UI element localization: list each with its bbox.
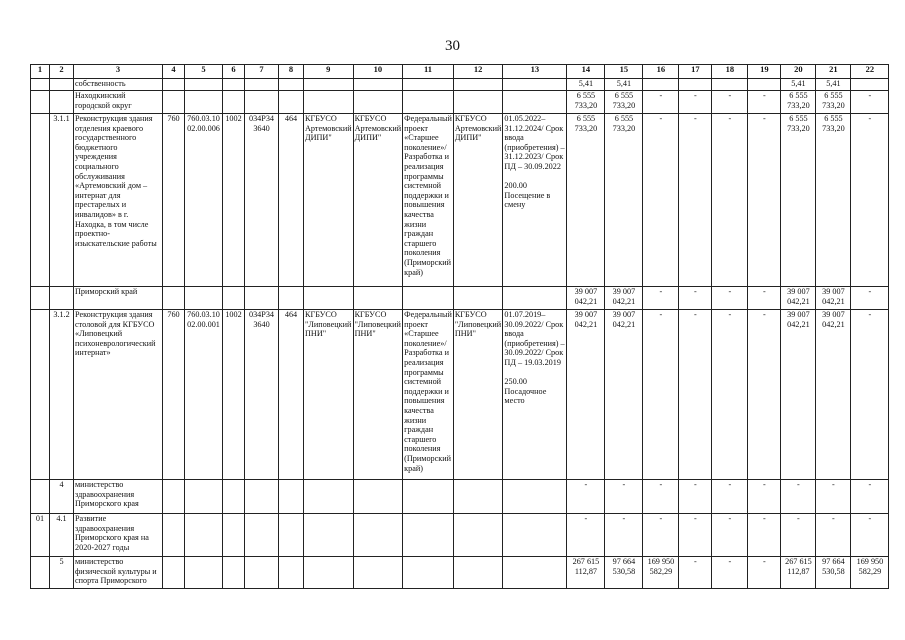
table-cell: 01.05.2022–31.12.2024/ Срок ввода (приобретения) – 31.12.2023/ Срок ПД – 30.09.2022 200.00 Посещение в смену xyxy=(503,114,567,287)
table-cell xyxy=(245,514,279,557)
table-cell: - xyxy=(748,287,781,310)
column-header: 9 xyxy=(304,65,354,79)
table-cell xyxy=(31,287,50,310)
table-cell xyxy=(245,287,279,310)
table-cell: - xyxy=(851,310,889,480)
table-cell: Реконструкция здания столовой для КГБУСО «Липовецкий психоневрологический интернат» xyxy=(74,310,163,480)
table-cell xyxy=(403,91,454,114)
table-cell xyxy=(279,91,304,114)
table-cell: - xyxy=(748,310,781,480)
table-cell: Развитие здравоохранения Приморского края на 2020-2027 годы xyxy=(74,514,163,557)
column-header: 6 xyxy=(223,65,245,79)
table-cell xyxy=(223,287,245,310)
column-header: 14 xyxy=(567,65,605,79)
table-cell xyxy=(304,79,354,91)
table-cell xyxy=(185,557,223,589)
table-cell: - xyxy=(712,480,748,514)
table-cell xyxy=(643,79,679,91)
table-cell xyxy=(185,514,223,557)
table-cell: Приморский край xyxy=(74,287,163,310)
column-header: 11 xyxy=(403,65,454,79)
table-cell: КГБУСО "Липовецкий ПНИ" xyxy=(304,310,354,480)
table-cell: КГБУСО Артемовский ДИПИ" xyxy=(453,114,503,287)
table-cell xyxy=(223,91,245,114)
table-cell: - xyxy=(643,114,679,287)
table-cell xyxy=(50,91,74,114)
column-header: 22 xyxy=(851,65,889,79)
table-row xyxy=(31,514,889,557)
table-cell xyxy=(163,557,185,589)
table-cell xyxy=(403,514,454,557)
table-cell: - xyxy=(851,287,889,310)
table-cell xyxy=(453,480,503,514)
column-header: 21 xyxy=(816,65,851,79)
table-cell xyxy=(279,514,304,557)
table-cell: - xyxy=(679,480,712,514)
column-header: 12 xyxy=(453,65,503,79)
table-cell xyxy=(163,287,185,310)
table-cell: - xyxy=(567,480,605,514)
column-header: 13 xyxy=(503,65,567,79)
table-cell: министерство здравоохранения Приморского края xyxy=(74,480,163,514)
table-cell xyxy=(185,287,223,310)
table-cell xyxy=(245,91,279,114)
table-cell: 39 007 042,21 xyxy=(816,287,851,310)
table-cell: - xyxy=(748,480,781,514)
table-cell: 39 007 042,21 xyxy=(781,287,816,310)
table-cell xyxy=(223,557,245,589)
table-cell xyxy=(304,514,354,557)
table-cell xyxy=(223,79,245,91)
table-cell xyxy=(304,287,354,310)
table-cell: - xyxy=(605,480,643,514)
table-cell: - xyxy=(748,91,781,114)
table-cell: 267 615 112,87 xyxy=(567,557,605,589)
table-cell: - xyxy=(712,514,748,557)
table-cell: - xyxy=(679,310,712,480)
table-cell: 5,41 xyxy=(781,79,816,91)
table-cell: 6 555 733,20 xyxy=(567,91,605,114)
table-cell: - xyxy=(851,480,889,514)
table-cell xyxy=(503,287,567,310)
table-cell: 1002 xyxy=(223,114,245,287)
table-cell xyxy=(31,480,50,514)
table-row xyxy=(31,79,889,91)
table-cell xyxy=(403,480,454,514)
table-cell xyxy=(403,79,454,91)
table-cell: 39 007 042,21 xyxy=(567,310,605,480)
table-cell: - xyxy=(748,114,781,287)
table-cell xyxy=(503,91,567,114)
table-cell: министерство физической культуры и спорта Приморского xyxy=(74,557,163,589)
page-number: 30 xyxy=(445,38,460,54)
table-cell: 464 xyxy=(279,114,304,287)
table-cell: - xyxy=(712,310,748,480)
table-cell: Федеральный проект «Старшее поколение»/Разработка и реализация программы системной поддержки и повышения качества жизни граждан старшего поколения (Приморский край) xyxy=(403,114,454,287)
table-cell: - xyxy=(679,287,712,310)
table-cell xyxy=(163,91,185,114)
table-cell: 01 xyxy=(31,514,50,557)
table-cell: Реконструкция здания отделения краевого государственного бюджетного учреждения социального обслуживания «Артемовский дом – интернат для престарелых и инвалидов» в г. Находка, в том числе проектно-изыскательские работы xyxy=(74,114,163,287)
table-cell xyxy=(353,480,403,514)
table-cell: - xyxy=(712,557,748,589)
table-cell: 169 950 582,29 xyxy=(643,557,679,589)
table-cell xyxy=(185,480,223,514)
table-cell xyxy=(50,79,74,91)
table-row xyxy=(31,557,889,589)
column-header: 5 xyxy=(185,65,223,79)
table-cell: КГБУСО "Липовецкий ПНИ" xyxy=(453,310,503,480)
table-cell: 97 664 530,58 xyxy=(816,557,851,589)
table-cell: 464 xyxy=(279,310,304,480)
column-header: 1 xyxy=(31,65,50,79)
table-cell: - xyxy=(643,287,679,310)
table-cell xyxy=(31,91,50,114)
table-cell xyxy=(353,557,403,589)
table-cell: 6 555 733,20 xyxy=(781,114,816,287)
table-cell xyxy=(50,287,74,310)
table-cell: - xyxy=(712,287,748,310)
column-header: 10 xyxy=(353,65,403,79)
table-cell xyxy=(31,557,50,589)
table-cell xyxy=(163,79,185,91)
table-cell: Федеральный проект «Старшее поколение»/Разработка и реализация программы системной поддержки и повышения качества жизни граждан старшего поколения (Приморский край) xyxy=(403,310,454,480)
table-cell: 6 555 733,20 xyxy=(605,114,643,287)
table-cell: - xyxy=(816,480,851,514)
table-cell: 39 007 042,21 xyxy=(781,310,816,480)
table-cell: 5 xyxy=(50,557,74,589)
column-header: 4 xyxy=(163,65,185,79)
column-header: 8 xyxy=(279,65,304,79)
table-cell: 39 007 042,21 xyxy=(816,310,851,480)
column-header: 17 xyxy=(679,65,712,79)
table-cell: - xyxy=(851,114,889,287)
table-cell: - xyxy=(781,480,816,514)
table-cell: 6 555 733,20 xyxy=(816,114,851,287)
table-cell: - xyxy=(567,514,605,557)
table-cell: - xyxy=(712,114,748,287)
table-cell xyxy=(279,79,304,91)
table-cell: - xyxy=(679,557,712,589)
table-cell xyxy=(712,79,748,91)
table-cell: - xyxy=(748,557,781,589)
table-cell xyxy=(304,480,354,514)
table-cell: 169 950 582,29 xyxy=(851,557,889,589)
table-cell: 97 664 530,58 xyxy=(605,557,643,589)
table-cell xyxy=(245,557,279,589)
column-header: 15 xyxy=(605,65,643,79)
table-cell xyxy=(31,79,50,91)
table-cell: 3.1.1 xyxy=(50,114,74,287)
table-cell: 760 xyxy=(163,310,185,480)
column-header: 2 xyxy=(50,65,74,79)
table-cell: 6 555 733,20 xyxy=(567,114,605,287)
table-cell xyxy=(453,514,503,557)
table-cell xyxy=(851,79,889,91)
column-header: 20 xyxy=(781,65,816,79)
table-cell: - xyxy=(679,114,712,287)
table-cell xyxy=(453,557,503,589)
table-cell: КГБУСО "Липовецкий ПНИ" xyxy=(353,310,403,480)
table-cell: 034Р34 3640 xyxy=(245,310,279,480)
table-cell: 1002 xyxy=(223,310,245,480)
table-cell xyxy=(503,79,567,91)
table-cell xyxy=(31,310,50,480)
table-cell xyxy=(453,91,503,114)
table-cell: - xyxy=(781,514,816,557)
table-cell: 6 555 733,20 xyxy=(781,91,816,114)
table-cell xyxy=(163,514,185,557)
table-cell xyxy=(279,557,304,589)
table-cell: 267 615 112,87 xyxy=(781,557,816,589)
table-cell xyxy=(279,480,304,514)
table-row xyxy=(31,114,889,287)
table-cell xyxy=(304,91,354,114)
table-cell: - xyxy=(643,91,679,114)
table-cell xyxy=(353,79,403,91)
column-header: 18 xyxy=(712,65,748,79)
table-cell: 01.07.2019–30.09.2022/ Срок ввода (приобретения) – 30.09.2022/ Срок ПД – 19.03.2019 250.00 Посадочное место xyxy=(503,310,567,480)
table-cell xyxy=(353,514,403,557)
table-cell xyxy=(353,287,403,310)
table-cell: - xyxy=(851,91,889,114)
table-cell: 3.1.2 xyxy=(50,310,74,480)
table-cell: 6 555 733,20 xyxy=(605,91,643,114)
table-cell xyxy=(748,79,781,91)
table-cell: КГБУСО Артемовский ДИПИ" xyxy=(353,114,403,287)
table-cell xyxy=(185,79,223,91)
table-cell: 4 xyxy=(50,480,74,514)
table-cell: 5,41 xyxy=(605,79,643,91)
table-cell xyxy=(503,557,567,589)
table-cell xyxy=(223,514,245,557)
table-cell xyxy=(304,557,354,589)
table-cell xyxy=(245,79,279,91)
table-cell: 034Р34 3640 xyxy=(245,114,279,287)
table-cell: - xyxy=(712,91,748,114)
table-cell: 39 007 042,21 xyxy=(605,287,643,310)
table-cell: - xyxy=(605,514,643,557)
table-cell: КГБУСО Артемовский ДИПИ" xyxy=(304,114,354,287)
table-cell xyxy=(403,287,454,310)
table-cell xyxy=(453,79,503,91)
table-cell: 760 xyxy=(163,114,185,287)
table-cell xyxy=(503,514,567,557)
table-cell: 4.1 xyxy=(50,514,74,557)
column-header: 19 xyxy=(748,65,781,79)
budget-table xyxy=(30,64,889,589)
table-cell: 5,41 xyxy=(816,79,851,91)
table-cell: 39 007 042,21 xyxy=(567,287,605,310)
table-cell xyxy=(679,79,712,91)
table-cell xyxy=(403,557,454,589)
table-cell: 760.03.10 02.00.006 xyxy=(185,114,223,287)
column-header: 3 xyxy=(74,65,163,79)
table-row xyxy=(31,480,889,514)
table-cell xyxy=(31,114,50,287)
column-header: 7 xyxy=(245,65,279,79)
table-cell: 760.03.10 02.00.001 xyxy=(185,310,223,480)
table-cell: - xyxy=(643,514,679,557)
table-cell: - xyxy=(643,310,679,480)
table-cell xyxy=(353,91,403,114)
table-row xyxy=(31,287,889,310)
header-row xyxy=(31,65,889,79)
table-cell: собственность xyxy=(74,79,163,91)
table-cell: - xyxy=(748,514,781,557)
table-cell xyxy=(453,287,503,310)
table-row xyxy=(31,91,889,114)
table-cell: 6 555 733,20 xyxy=(816,91,851,114)
table-cell xyxy=(279,287,304,310)
table-row xyxy=(31,310,889,480)
table-cell: 39 007 042,21 xyxy=(605,310,643,480)
table-cell: - xyxy=(679,91,712,114)
table-cell xyxy=(245,480,279,514)
table-cell xyxy=(163,480,185,514)
table-cell: - xyxy=(851,514,889,557)
table-cell xyxy=(223,480,245,514)
table-cell: - xyxy=(816,514,851,557)
table-cell: - xyxy=(679,514,712,557)
column-header: 16 xyxy=(643,65,679,79)
table-cell xyxy=(503,480,567,514)
table-cell: - xyxy=(643,480,679,514)
table-cell xyxy=(185,91,223,114)
table-cell: Находкинский городской округ xyxy=(74,91,163,114)
table-cell: 5,41 xyxy=(567,79,605,91)
